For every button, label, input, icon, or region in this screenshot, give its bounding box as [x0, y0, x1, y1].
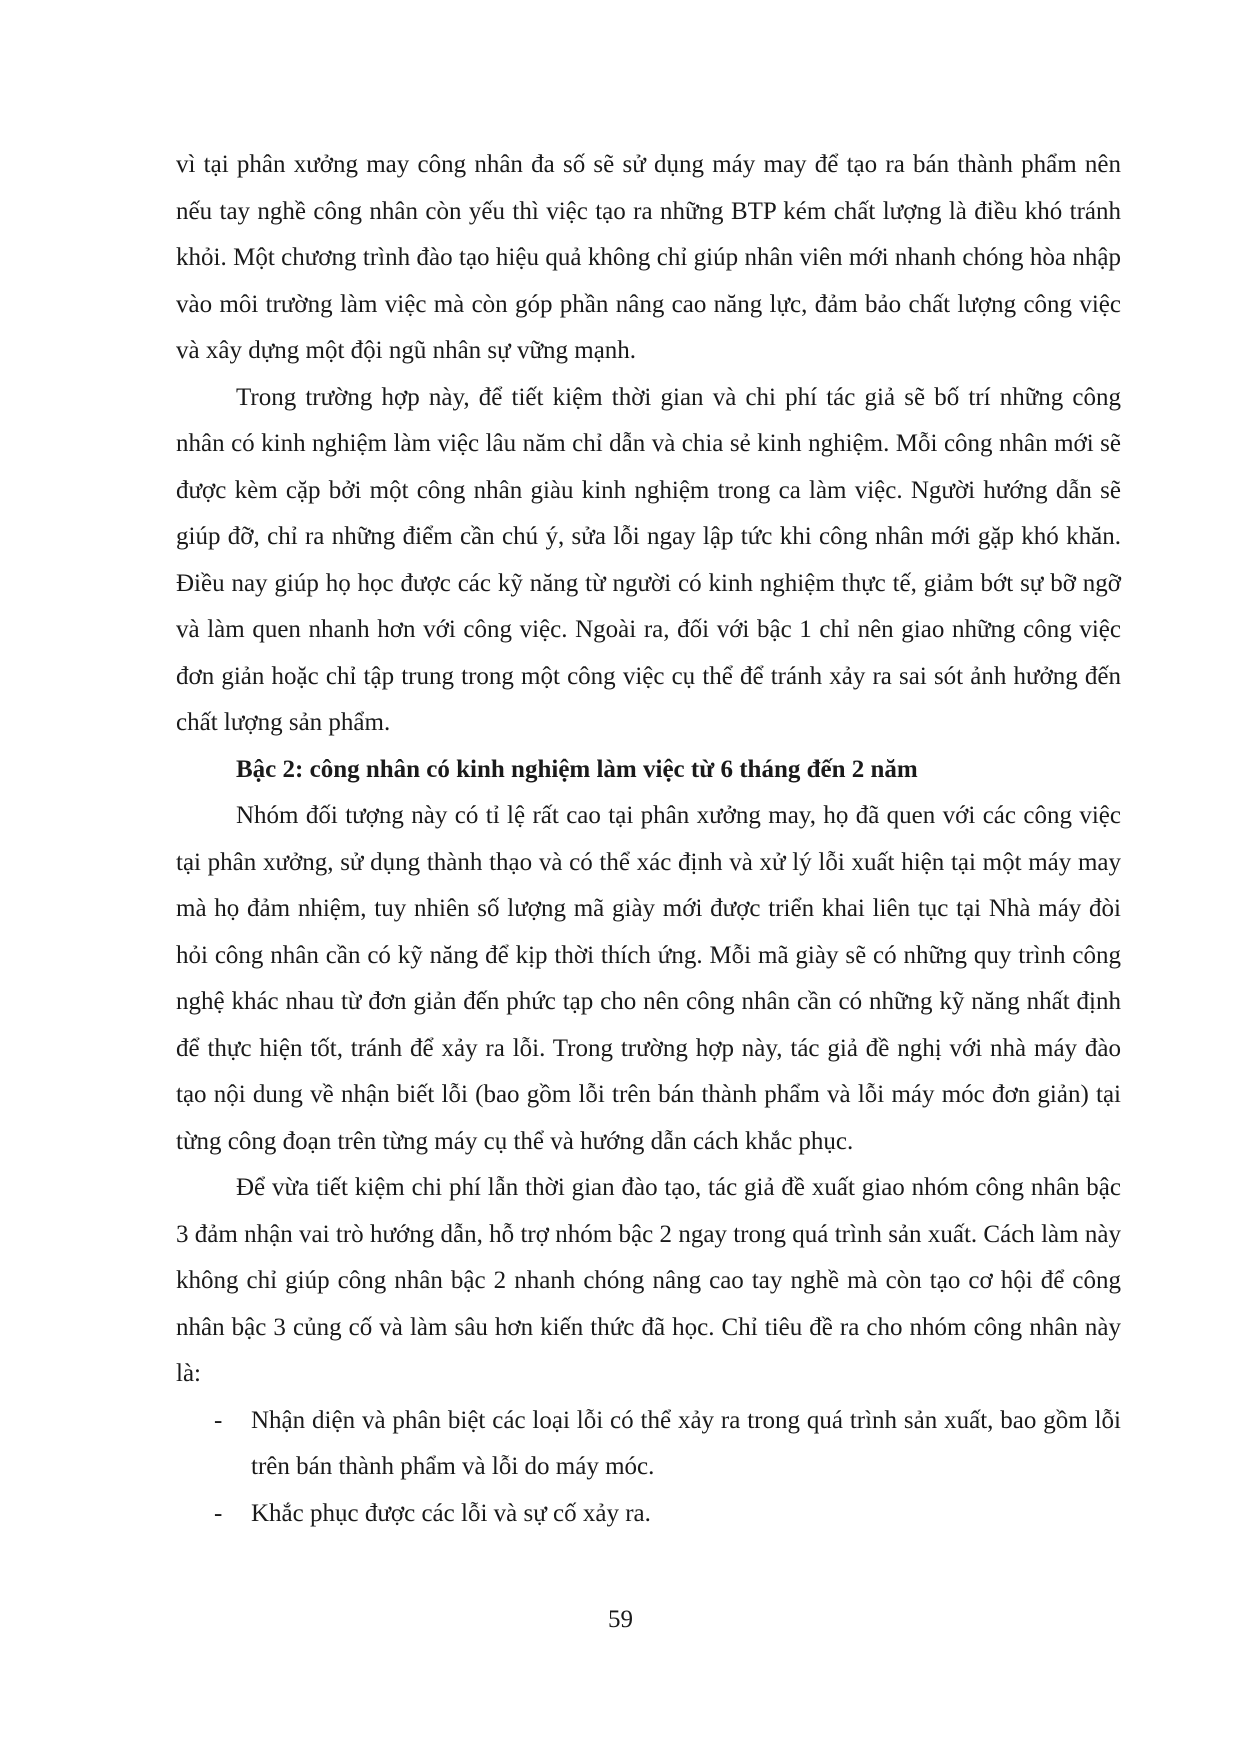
- list-item: [176, 1491, 1121, 1538]
- list-item-text: Khắc phục được các lỗi và sự cố xảy ra.: [251, 1499, 651, 1527]
- section-heading-level-2: Bậc 2: công nhân có kinh nghiệm làm việc từ 6 tháng đến 2 năm: [236, 755, 918, 783]
- document-page: [176, 142, 1121, 1537]
- paragraph-mentoring: Trong trường hợp này, để tiết kiệm thời gian và chi phí tác giả sẽ bố trí những công nhân có kinh nghiệm làm việc lâu năm chỉ dẫn và chia sẻ kinh nghiệm. Mỗi công nhân mới sẽ được kèm cặp bởi một công nhân giàu kinh nghiệm trong ca làm việc. Người hướng dẫn sẽ giúp đỡ, chỉ ra những điểm cần chú ý, sửa lỗi ngay lập tức khi công nhân mới gặp khó khăn. Điều nay giúp họ học được các kỹ năng từ người có kinh nghiệm thực tế, giảm bớt sự bỡ ngỡ và làm quen nhanh hơn với công việc. Ngoài ra, đối với bậc 1 chỉ nên giao những công việc đơn giản hoặc chỉ tập trung trong một công việc cụ thể để tránh xảy ra sai sót ảnh hưởng đến chất lượng sản phẩm.: [176, 383, 1121, 736]
- target-list: [176, 1398, 1121, 1538]
- paragraph-level-2-group: Nhóm đối tượng này có tỉ lệ rất cao tại phân xưởng may, họ đã quen với các công việc tại phân xưởng, sử dụng thành thạo và có thể xác định và xử lý lỗi xuất hiện tại một máy may mà họ đảm nhiệm, tuy nhiên số lượng mã giày mới được triển khai liên tục tại Nhà máy đòi hỏi công nhân cần có kỹ năng để kịp thời thích ứng. Mỗi mã giày sẽ có những quy trình công nghệ khác nhau từ đơn giản đến phức tạp cho nên công nhân cần có những kỹ năng nhất định để thực hiện tốt, tránh để xảy ra lỗi. Trong trường hợp này, tác giả đề nghị với nhà máy đào tạo nội dung về nhận biết lỗi (bao gồm lỗi trên bán thành phẩm và lỗi máy móc đơn giản) tại từng công đoạn trên từng máy cụ thể và hướng dẫn cách khắc phục.: [176, 802, 1121, 1155]
- list-bullet: -: [214, 1406, 223, 1434]
- page-number: 59: [608, 1606, 633, 1633]
- list-bullet: -: [214, 1499, 223, 1527]
- paragraph-training-intro: vì tại phân xưởng may công nhân đa số sẽ sử dụng máy may để tạo ra bán thành phẩm nên nếu tay nghề công nhân còn yếu thì việc tạo ra những BTP kém chất lượng là điều khó tránh khỏi. Một chương trình đào tạo hiệu quả không chỉ giúp nhân viên mới nhanh chóng hòa nhập vào môi trường làm việc mà còn góp phần nâng cao năng lực, đảm bảo chất lượng công việc và xây dựng một đội ngũ nhân sự vững mạnh.: [176, 151, 1121, 364]
- paragraph-level-3-guidance: Để vừa tiết kiệm chi phí lẫn thời gian đào tạo, tác giả đề xuất giao nhóm công nhân bậc 3 đảm nhận vai trò hướng dẫn, hỗ trợ nhóm bậc 2 ngay trong quá trình sản xuất. Cách làm này không chỉ giúp công nhân bậc 2 nhanh chóng nâng cao tay nghề mà còn tạo cơ hội để công nhân bậc 3 củng cố và làm sâu hơn kiến thức đã học. Chỉ tiêu đề ra cho nhóm công nhân này là:: [176, 1174, 1121, 1387]
- list-item: [176, 1398, 1121, 1491]
- list-item-text: Nhận diện và phân biệt các loại lỗi có thể xảy ra trong quá trình sản xuất, bao gồm lỗi trên bán thành phẩm và lỗi do máy móc.: [251, 1406, 1121, 1480]
